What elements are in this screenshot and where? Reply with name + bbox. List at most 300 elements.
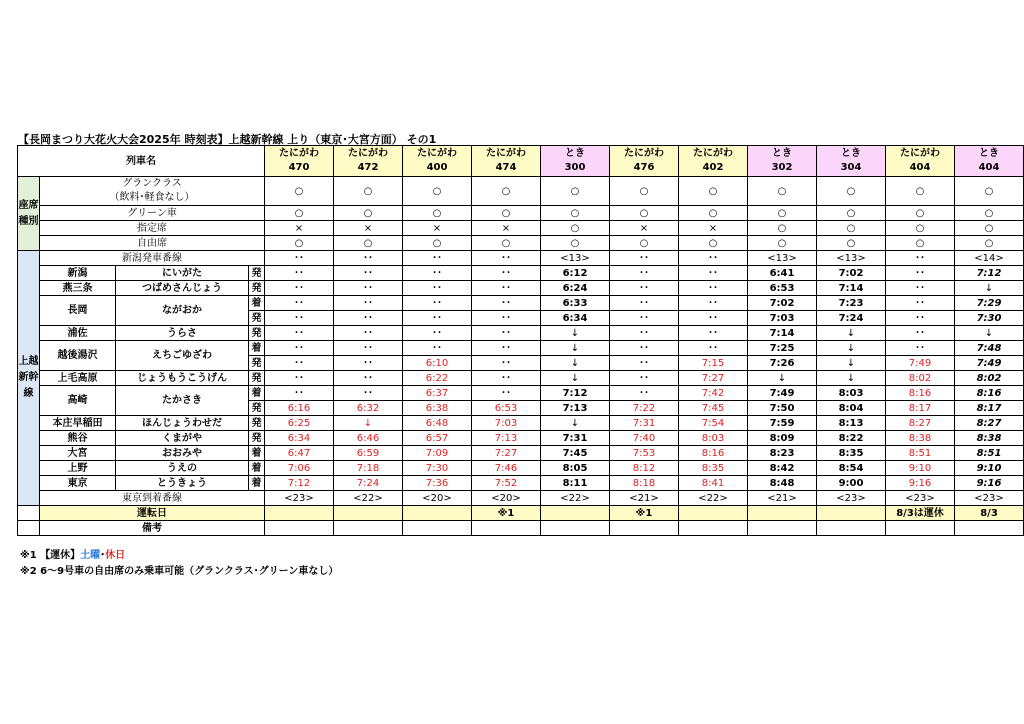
seat-availability: ○ bbox=[265, 177, 334, 206]
departure-time: ･･ bbox=[403, 266, 472, 281]
arr-dep-marker: 着 bbox=[249, 296, 265, 311]
departure-time: 8:41 bbox=[679, 476, 748, 491]
train-number: 476 bbox=[633, 162, 655, 173]
departure-time: 8:27 bbox=[886, 416, 955, 431]
seat-availability: ○ bbox=[472, 177, 541, 206]
train-name: とき bbox=[565, 148, 585, 159]
blank-cell bbox=[18, 506, 40, 521]
station-kanji: 越後湯沢 bbox=[40, 341, 116, 371]
station-kanji: 本庄早稲田 bbox=[40, 416, 116, 431]
departure-time: ･･ bbox=[472, 326, 541, 341]
train-name: たにがわ bbox=[486, 148, 526, 159]
seat-availability: ○ bbox=[472, 236, 541, 251]
departure-time: ↓ bbox=[334, 416, 403, 431]
station-kana: じょうもうこうげん bbox=[116, 371, 249, 386]
seat-availability: ○ bbox=[403, 206, 472, 221]
station-kanji: 高崎 bbox=[40, 386, 116, 416]
departure-time: ↓ bbox=[748, 371, 817, 386]
train-number: 470 bbox=[288, 162, 310, 173]
departure-time: ･･ bbox=[265, 341, 334, 356]
departure-time: 7:24 bbox=[334, 476, 403, 491]
train-name: たにがわ bbox=[624, 148, 664, 159]
arr-dep-marker: 発 bbox=[249, 401, 265, 416]
departure-time: ･･ bbox=[472, 356, 541, 371]
departure-time: ･･ bbox=[334, 311, 403, 326]
seat-row bbox=[18, 236, 1024, 251]
platform-number: ･･ bbox=[334, 251, 403, 266]
train-name: とき bbox=[979, 148, 999, 159]
departure-time: ･･ bbox=[472, 296, 541, 311]
seat-availability: ○ bbox=[334, 177, 403, 206]
departure-time: 8:27 bbox=[955, 416, 1024, 431]
departure-time: 8:02 bbox=[955, 371, 1024, 386]
seat-availability: ○ bbox=[472, 206, 541, 221]
arr-dep-marker: 発 bbox=[249, 431, 265, 446]
departure-time: ･･ bbox=[403, 326, 472, 341]
platform-number: <21> bbox=[748, 491, 817, 506]
train-header bbox=[472, 146, 541, 177]
operation-day: 8/3は運休 bbox=[886, 506, 955, 521]
departure-time: ･･ bbox=[472, 341, 541, 356]
seat-availability: ○ bbox=[817, 177, 886, 206]
departure-time: 8:16 bbox=[955, 386, 1024, 401]
seat-availability: ○ bbox=[817, 236, 886, 251]
departure-time: 7:30 bbox=[955, 311, 1024, 326]
remark bbox=[679, 521, 748, 536]
train-number: 404 bbox=[909, 162, 931, 173]
departure-time: ･･ bbox=[334, 281, 403, 296]
station-kana: たかさき bbox=[116, 386, 249, 416]
departure-time: 6:16 bbox=[265, 401, 334, 416]
departure-time: 8:54 bbox=[817, 461, 886, 476]
departure-time: 6:48 bbox=[403, 416, 472, 431]
departure-time: 8:22 bbox=[817, 431, 886, 446]
departure-time: ･･ bbox=[610, 386, 679, 401]
departure-time: ･･ bbox=[679, 326, 748, 341]
departure-time: 7:31 bbox=[610, 416, 679, 431]
station-kanji: 東京 bbox=[40, 476, 116, 491]
station-kanji: 熊谷 bbox=[40, 431, 116, 446]
arr-dep-marker: 発 bbox=[249, 416, 265, 431]
departure-time: 6:34 bbox=[265, 431, 334, 446]
departure-time: 8:42 bbox=[748, 461, 817, 476]
holiday-label: 休日 bbox=[105, 550, 126, 561]
departure-time: 7:18 bbox=[334, 461, 403, 476]
departure-time: 8:16 bbox=[679, 446, 748, 461]
seat-availability: ○ bbox=[679, 236, 748, 251]
departure-time: 6:32 bbox=[334, 401, 403, 416]
departure-time: 8:17 bbox=[886, 401, 955, 416]
departure-time: 7:14 bbox=[817, 281, 886, 296]
departure-time: 6:34 bbox=[541, 311, 610, 326]
train-name: たにがわ bbox=[279, 148, 319, 159]
station-kanji: 長岡 bbox=[40, 296, 116, 326]
departure-time: ･･ bbox=[886, 341, 955, 356]
remark bbox=[748, 521, 817, 536]
train-number: 400 bbox=[426, 162, 448, 173]
departure-time: 8:03 bbox=[817, 386, 886, 401]
arr-dep-marker: 発 bbox=[249, 371, 265, 386]
departure-time: ↓ bbox=[541, 341, 610, 356]
platform-number: ･･ bbox=[610, 251, 679, 266]
platform-number: <23> bbox=[955, 491, 1024, 506]
station-kanji: 燕三条 bbox=[40, 281, 116, 296]
train-number: 404 bbox=[978, 162, 1000, 173]
station-kana: ほんじょうわせだ bbox=[116, 416, 249, 431]
seat-availability: ○ bbox=[403, 177, 472, 206]
saturday-label: 土曜 bbox=[80, 550, 101, 561]
departure-time: ↓ bbox=[817, 371, 886, 386]
departure-time: 7:46 bbox=[472, 461, 541, 476]
departure-time: ･･ bbox=[679, 341, 748, 356]
train-header bbox=[403, 146, 472, 177]
departure-time: 8:17 bbox=[955, 401, 1024, 416]
seat-availability: ○ bbox=[403, 236, 472, 251]
station-kanji: 大宮 bbox=[40, 446, 116, 461]
departure-time: 6:41 bbox=[748, 266, 817, 281]
operation-day bbox=[748, 506, 817, 521]
seat-availability: ○ bbox=[610, 177, 679, 206]
seat-availability: ○ bbox=[265, 236, 334, 251]
departure-time: ･･ bbox=[265, 266, 334, 281]
operation-day bbox=[541, 506, 610, 521]
station-row bbox=[18, 476, 1024, 491]
platform-number: <23> bbox=[817, 491, 886, 506]
departure-time: ･･ bbox=[265, 386, 334, 401]
departure-time: 6:22 bbox=[403, 371, 472, 386]
departure-time: 7:45 bbox=[541, 446, 610, 461]
platform-number: <22> bbox=[334, 491, 403, 506]
departure-time: 7:30 bbox=[403, 461, 472, 476]
seat-availability: ○ bbox=[886, 221, 955, 236]
departure-time: 8:48 bbox=[748, 476, 817, 491]
footnotes bbox=[20, 548, 338, 580]
departure-time: 7:09 bbox=[403, 446, 472, 461]
departure-time: 8:16 bbox=[886, 386, 955, 401]
departure-time: ･･ bbox=[265, 371, 334, 386]
departure-time: 6:53 bbox=[748, 281, 817, 296]
seat-availability: × bbox=[265, 221, 334, 236]
departure-time: 8:04 bbox=[817, 401, 886, 416]
platform-number: <20> bbox=[472, 491, 541, 506]
train-name: たにがわ bbox=[348, 148, 388, 159]
departure-time: 8:09 bbox=[748, 431, 817, 446]
departure-time: 7:02 bbox=[817, 266, 886, 281]
header-row bbox=[18, 146, 1024, 177]
station-row bbox=[18, 416, 1024, 431]
departure-time: ･･ bbox=[265, 311, 334, 326]
platform-number: <23> bbox=[886, 491, 955, 506]
departure-time: 7:06 bbox=[265, 461, 334, 476]
station-row bbox=[18, 446, 1024, 461]
departure-time: ･･ bbox=[610, 296, 679, 311]
departure-time: 7:13 bbox=[472, 431, 541, 446]
departure-time: ･･ bbox=[334, 341, 403, 356]
remark bbox=[886, 521, 955, 536]
platform-number: <22> bbox=[679, 491, 748, 506]
arr-dep-marker: 発 bbox=[249, 281, 265, 296]
station-kana: にいがた bbox=[116, 266, 249, 281]
station-kana: えちごゆざわ bbox=[116, 341, 249, 371]
departure-time: 7:13 bbox=[541, 401, 610, 416]
seat-availability: ○ bbox=[955, 177, 1024, 206]
remark bbox=[403, 521, 472, 536]
departure-time: ･･ bbox=[610, 356, 679, 371]
remarks-row bbox=[18, 521, 1024, 536]
train-header bbox=[541, 146, 610, 177]
seat-availability: ○ bbox=[886, 177, 955, 206]
seat-availability: ○ bbox=[679, 177, 748, 206]
station-row bbox=[18, 386, 1024, 401]
page-title: 【長岡まつり大花火大会2025年 時刻表】上越新幹線 上り（東京･大宮方面） その1 bbox=[18, 133, 437, 146]
train-header bbox=[955, 146, 1024, 177]
departure-time: ･･ bbox=[472, 371, 541, 386]
departure-time: 9:00 bbox=[817, 476, 886, 491]
train-number: 304 bbox=[840, 162, 862, 173]
train-number: 474 bbox=[495, 162, 517, 173]
seat-availability: × bbox=[610, 221, 679, 236]
departure-time: 7:49 bbox=[955, 356, 1024, 371]
seat-availability: ○ bbox=[679, 206, 748, 221]
departure-time: 7:40 bbox=[610, 431, 679, 446]
seat-availability: ○ bbox=[334, 206, 403, 221]
departure-time: 6:10 bbox=[403, 356, 472, 371]
departure-time: 7:31 bbox=[541, 431, 610, 446]
station-row bbox=[18, 341, 1024, 356]
departure-time: ･･ bbox=[886, 311, 955, 326]
train-header bbox=[817, 146, 886, 177]
operation-day bbox=[265, 506, 334, 521]
operation-day: 8/3 bbox=[955, 506, 1024, 521]
platform-number: ･･ bbox=[886, 251, 955, 266]
departure-time: 9:16 bbox=[886, 476, 955, 491]
departure-time: ↓ bbox=[541, 371, 610, 386]
operation-day-row bbox=[18, 506, 1024, 521]
station-kanji: 上野 bbox=[40, 461, 116, 476]
platform-number: ･･ bbox=[472, 251, 541, 266]
departure-time: 6:59 bbox=[334, 446, 403, 461]
arr-dep-marker: 発 bbox=[249, 326, 265, 341]
seat-availability: × bbox=[679, 221, 748, 236]
departure-time: 6:24 bbox=[541, 281, 610, 296]
tokyo-platform-row bbox=[18, 491, 1024, 506]
departure-time: ･･ bbox=[679, 311, 748, 326]
departure-time: 7:42 bbox=[679, 386, 748, 401]
departure-time: 7:24 bbox=[817, 311, 886, 326]
departure-time: 7:03 bbox=[472, 416, 541, 431]
train-header bbox=[265, 146, 334, 177]
departure-time: 6:33 bbox=[541, 296, 610, 311]
seat-availability: ○ bbox=[541, 221, 610, 236]
departure-time: 7:59 bbox=[748, 416, 817, 431]
departure-time: ･･ bbox=[265, 281, 334, 296]
departure-time: ･･ bbox=[265, 326, 334, 341]
remarks-label: 備考 bbox=[40, 521, 265, 536]
platform-number: <14> bbox=[955, 251, 1024, 266]
departure-time: 8:02 bbox=[886, 371, 955, 386]
operation-day: ※1 bbox=[610, 506, 679, 521]
departure-time: ･･ bbox=[886, 281, 955, 296]
station-kanji: 浦佐 bbox=[40, 326, 116, 341]
departure-time: ･･ bbox=[403, 341, 472, 356]
departure-time: ･･ bbox=[334, 371, 403, 386]
departure-time: ↓ bbox=[817, 326, 886, 341]
remark bbox=[610, 521, 679, 536]
departure-time: ･･ bbox=[472, 266, 541, 281]
departure-time: 7:02 bbox=[748, 296, 817, 311]
train-header bbox=[748, 146, 817, 177]
departure-time: ･･ bbox=[679, 296, 748, 311]
departure-time: 7:49 bbox=[748, 386, 817, 401]
train-name: とき bbox=[841, 148, 861, 159]
seat-availability: ○ bbox=[886, 236, 955, 251]
seat-type-label: 指定席 bbox=[40, 221, 265, 236]
departure-time: ･･ bbox=[265, 356, 334, 371]
departure-time: ･･ bbox=[403, 311, 472, 326]
platform-number: ･･ bbox=[265, 251, 334, 266]
seat-availability: ○ bbox=[265, 206, 334, 221]
departure-time: 8:05 bbox=[541, 461, 610, 476]
departure-time: ･･ bbox=[472, 281, 541, 296]
departure-time: 6:38 bbox=[403, 401, 472, 416]
seat-availability: ○ bbox=[817, 221, 886, 236]
departure-time: ･･ bbox=[610, 341, 679, 356]
remark bbox=[334, 521, 403, 536]
station-row bbox=[18, 326, 1024, 341]
departure-time: ↓ bbox=[541, 356, 610, 371]
seat-availability: ○ bbox=[748, 206, 817, 221]
seat-availability: × bbox=[403, 221, 472, 236]
departure-time: ･･ bbox=[403, 281, 472, 296]
departure-time: ･･ bbox=[610, 371, 679, 386]
departure-time: 7:52 bbox=[472, 476, 541, 491]
seat-availability: × bbox=[334, 221, 403, 236]
departure-time: ↓ bbox=[541, 416, 610, 431]
station-row bbox=[18, 296, 1024, 311]
station-kana: つばめさんじょう bbox=[116, 281, 249, 296]
departure-time: 7:12 bbox=[541, 386, 610, 401]
departure-time: 7:03 bbox=[748, 311, 817, 326]
departure-time: 9:10 bbox=[886, 461, 955, 476]
departure-time: 7:49 bbox=[886, 356, 955, 371]
footnote-1: ※1 【運休】土曜･休日 bbox=[20, 550, 126, 561]
station-kana: うらさ bbox=[116, 326, 249, 341]
seat-availability: ○ bbox=[817, 206, 886, 221]
seat-availability: ○ bbox=[955, 221, 1024, 236]
remark bbox=[817, 521, 886, 536]
departure-time: ･･ bbox=[334, 386, 403, 401]
train-header bbox=[679, 146, 748, 177]
seat-availability: ○ bbox=[541, 177, 610, 206]
departure-time: ･･ bbox=[472, 386, 541, 401]
seat-type-label: 自由席 bbox=[40, 236, 265, 251]
remark bbox=[955, 521, 1024, 536]
departure-time: 6:47 bbox=[265, 446, 334, 461]
line-section-label: 上越新幹線 bbox=[18, 251, 40, 506]
seat-availability: ○ bbox=[610, 206, 679, 221]
departure-time: ↓ bbox=[541, 326, 610, 341]
station-kana: うえの bbox=[116, 461, 249, 476]
seat-availability: ○ bbox=[541, 236, 610, 251]
remark bbox=[472, 521, 541, 536]
seat-row bbox=[18, 206, 1024, 221]
train-name: たにがわ bbox=[417, 148, 457, 159]
station-row bbox=[18, 431, 1024, 446]
station-kanji: 上毛高原 bbox=[40, 371, 116, 386]
departure-time: 6:12 bbox=[541, 266, 610, 281]
operation-day bbox=[817, 506, 886, 521]
operation-day bbox=[403, 506, 472, 521]
departure-time: 7:27 bbox=[472, 446, 541, 461]
departure-time: 7:25 bbox=[748, 341, 817, 356]
departure-time: 7:26 bbox=[748, 356, 817, 371]
seat-availability: ○ bbox=[955, 236, 1024, 251]
departure-time: 9:16 bbox=[955, 476, 1024, 491]
departure-time: ･･ bbox=[334, 326, 403, 341]
seat-availability: × bbox=[472, 221, 541, 236]
departure-time: 7:53 bbox=[610, 446, 679, 461]
departure-time: 6:37 bbox=[403, 386, 472, 401]
departure-time: ･･ bbox=[610, 266, 679, 281]
departure-time: ･･ bbox=[403, 296, 472, 311]
station-kana: ながおか bbox=[116, 296, 249, 326]
departure-time: 7:54 bbox=[679, 416, 748, 431]
seat-availability: ○ bbox=[955, 206, 1024, 221]
station-kana: くまがや bbox=[116, 431, 249, 446]
station-kanji: 新潟 bbox=[40, 266, 116, 281]
tokyo-platform-label: 東京到着番線 bbox=[40, 491, 265, 506]
departure-time: 8:23 bbox=[748, 446, 817, 461]
seat-type-label: グランクラス （飲料･軽食なし） bbox=[40, 177, 265, 206]
departure-time: ･･ bbox=[265, 296, 334, 311]
departure-time: ･･ bbox=[610, 311, 679, 326]
arr-dep-marker: 発 bbox=[249, 311, 265, 326]
platform-number: <22> bbox=[541, 491, 610, 506]
departure-time: 6:25 bbox=[265, 416, 334, 431]
seat-availability: ○ bbox=[334, 236, 403, 251]
departure-time: 8:51 bbox=[886, 446, 955, 461]
departure-time: ･･ bbox=[610, 326, 679, 341]
timetable bbox=[17, 145, 1024, 536]
seat-availability: ○ bbox=[748, 236, 817, 251]
remark bbox=[265, 521, 334, 536]
operation-day bbox=[334, 506, 403, 521]
seat-type-section-label: 座席種別 bbox=[18, 177, 40, 251]
departure-time: 7:27 bbox=[679, 371, 748, 386]
seat-availability: ○ bbox=[541, 206, 610, 221]
station-row bbox=[18, 371, 1024, 386]
platform-number: <21> bbox=[610, 491, 679, 506]
departure-time: 7:22 bbox=[610, 401, 679, 416]
departure-time: 7:48 bbox=[955, 341, 1024, 356]
platform-number: <13> bbox=[748, 251, 817, 266]
departure-time: ･･ bbox=[334, 356, 403, 371]
departure-time: 8:11 bbox=[541, 476, 610, 491]
platform-number: <23> bbox=[265, 491, 334, 506]
seat-availability: ○ bbox=[748, 177, 817, 206]
train-number: 300 bbox=[564, 162, 586, 173]
departure-time: 7:50 bbox=[748, 401, 817, 416]
train-number: 472 bbox=[357, 162, 379, 173]
departure-time: 6:46 bbox=[334, 431, 403, 446]
departure-time: 8:35 bbox=[679, 461, 748, 476]
platform-number: <13> bbox=[541, 251, 610, 266]
arr-dep-marker: 着 bbox=[249, 476, 265, 491]
station-row bbox=[18, 281, 1024, 296]
niigata-platform-row bbox=[18, 251, 1024, 266]
station-row bbox=[18, 266, 1024, 281]
platform-number: ･･ bbox=[679, 251, 748, 266]
